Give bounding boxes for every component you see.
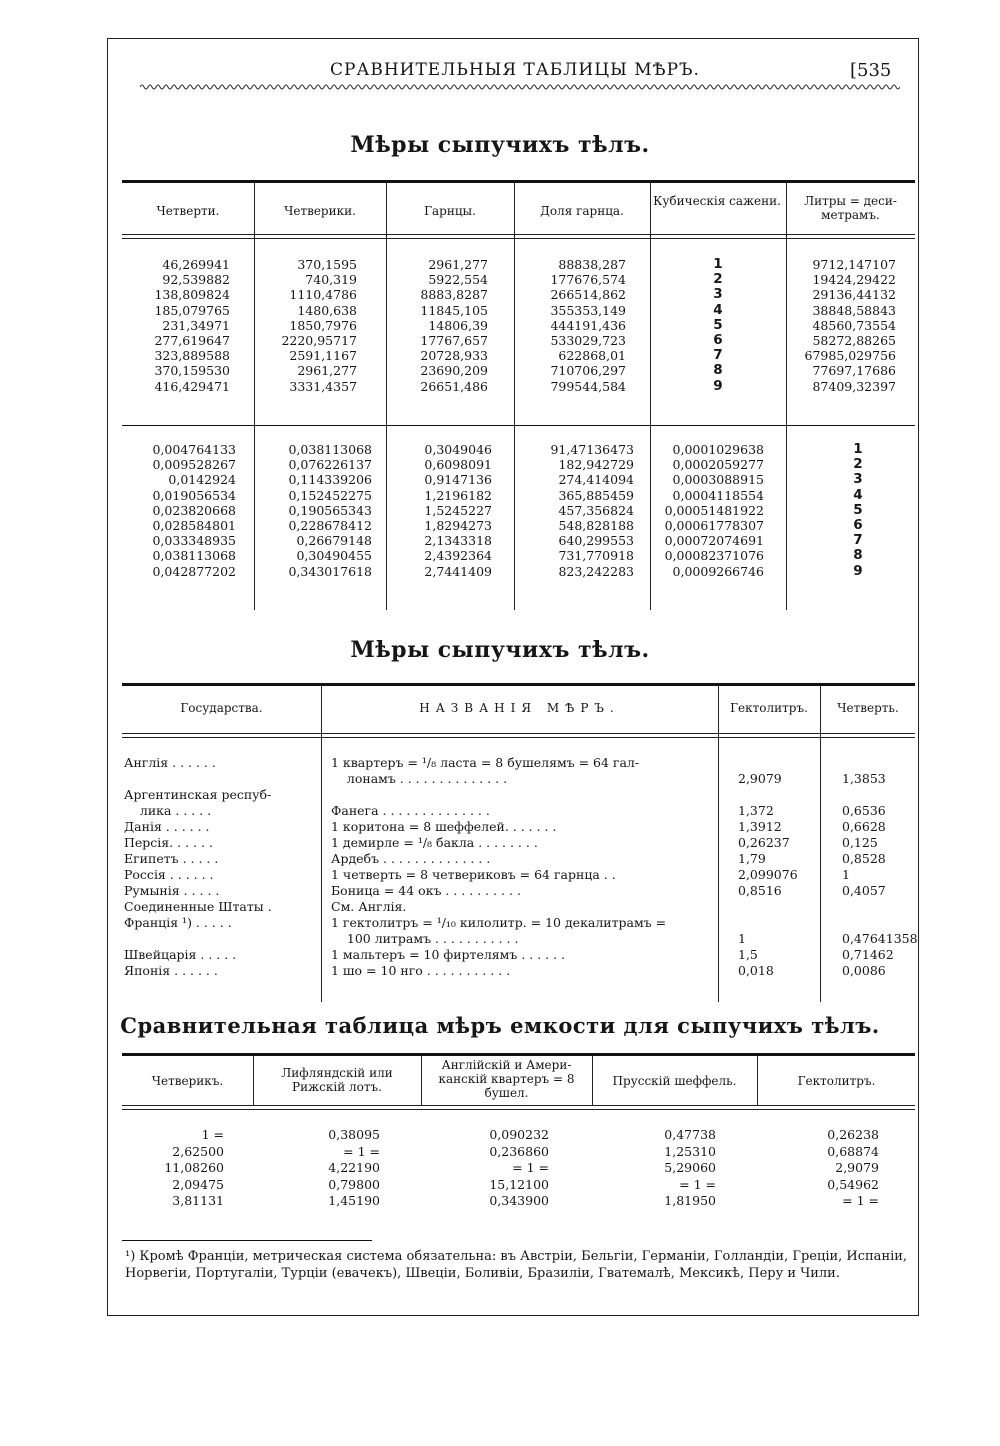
t3-cell: 0,79800 bbox=[328, 1176, 380, 1192]
t3-vline-2 bbox=[592, 1056, 593, 1106]
t1-block2-cell: 2,1343318 bbox=[424, 533, 492, 549]
t1-block1-cell: 3331,4357 bbox=[289, 378, 357, 394]
t1-block1-cell: 29136,44132 bbox=[812, 287, 896, 303]
t3-cell: = 1 = bbox=[679, 1176, 716, 1192]
t1-block2-cell: 0,0009266746 bbox=[672, 563, 764, 579]
t1-block1-cell: 9 bbox=[713, 377, 723, 394]
t1-block2-cell: 2 bbox=[853, 456, 863, 473]
t1-block2-cell: 0,0001029638 bbox=[672, 442, 764, 457]
t1-block2-col-3 bbox=[516, 442, 634, 579]
t1-block1-cell: 1 bbox=[713, 256, 723, 272]
t1-block1-col-5 bbox=[800, 257, 896, 394]
t3-cell: 2,9079 bbox=[835, 1160, 879, 1175]
t1-block2-cell: 6 bbox=[853, 517, 863, 534]
t1-block2-cell: 0,028584801 bbox=[152, 518, 236, 534]
t3-col-1 bbox=[264, 1127, 380, 1210]
table1-header-rule bbox=[122, 234, 915, 239]
t1-block2-cell: 0,114339206 bbox=[288, 472, 372, 488]
table1-mid-rule bbox=[122, 425, 915, 426]
t1-block2-cell: 0,038113068 bbox=[288, 442, 372, 457]
t1-block1-cell: 9712,147107 bbox=[812, 257, 896, 272]
t3-header-1: Лифляндскій или Рижскій лотъ. bbox=[281, 1066, 393, 1094]
t3-cell: 0,47738 bbox=[664, 1127, 716, 1142]
table1-top-rule bbox=[122, 180, 915, 183]
t1-block1-cell: 2220,95717 bbox=[281, 333, 357, 349]
t3-header-2: Англійскій и Амери-канскій квартеръ = 8 бушел. bbox=[438, 1058, 575, 1100]
t1-block2-cell: 0,30490455 bbox=[296, 548, 372, 564]
t3-cell: = 1 = bbox=[512, 1160, 549, 1175]
t3-header-4: Гектолитръ. bbox=[797, 1074, 876, 1088]
t1-block2-cell: 0,0142924 bbox=[168, 472, 236, 488]
t1-block1-col-0 bbox=[124, 257, 230, 394]
t1-block1-cell: 67985,029756 bbox=[804, 348, 896, 364]
t2-states: Англія . . . . . . Аргентинская респуб- лика . . . . . Данія . . . . . . Персія. . . . . . Египетъ . . . . . Россія . . . . . . Румынія . . . . . Соединенные Штаты . Франція ¹) . . . . . Швейцарія . . . . . Японія . . . . . . bbox=[124, 755, 272, 978]
t1-block2-cell: 0,0002059277 bbox=[672, 457, 764, 473]
t1-block2-cell: 365,885459 bbox=[558, 487, 634, 503]
table3-top-rule bbox=[122, 1053, 915, 1056]
t2-hectoliters: 2,9079 1,372 1,3912 0,26237 1,79 2,099076 0,8516 1 1,5 0,018 bbox=[738, 771, 798, 978]
t1-block1-cell: 355353,149 bbox=[550, 302, 626, 318]
table3-header-rule bbox=[122, 1105, 915, 1110]
t1-block1-cell: 177676,574 bbox=[550, 272, 626, 288]
t1-block2-cell: 0,343017618 bbox=[288, 563, 372, 579]
t1-block2-cell: 457,356824 bbox=[558, 502, 634, 518]
t1-block1-cell: 14806,39 bbox=[428, 317, 488, 333]
t1-block2-cell: 0,004764133 bbox=[152, 442, 236, 457]
t1-block2-cell: 91,47136473 bbox=[550, 442, 634, 457]
t1-vline-2 bbox=[514, 183, 515, 610]
t1-block2-cell: 182,942729 bbox=[558, 457, 634, 473]
t1-block2-cell: 274,414094 bbox=[558, 472, 634, 488]
t1-block1-col-2 bbox=[388, 257, 488, 394]
t1-block1-cell: 19424,29422 bbox=[812, 272, 896, 288]
t1-block1-cell: 1480,638 bbox=[297, 302, 357, 318]
t3-cell: 2,62500 bbox=[172, 1143, 224, 1159]
t2-header-1: НАЗВАНІЯ МѢРЪ. bbox=[419, 701, 620, 715]
t1-vline-1 bbox=[386, 183, 387, 610]
t1-block1-cell: 77697,17686 bbox=[812, 363, 896, 379]
t3-cell: 4,22190 bbox=[328, 1160, 380, 1175]
t1-block1-cell: 7 bbox=[713, 347, 723, 364]
t1-header-5: Литры = деси-метрамъ. bbox=[804, 194, 897, 222]
t3-cell: 1,81950 bbox=[664, 1193, 716, 1208]
table1-title: Мѣры сыпучихъ тѣлъ. bbox=[350, 132, 650, 158]
t1-block1-cell: 416,429471 bbox=[154, 378, 230, 394]
t1-vline-0 bbox=[254, 183, 255, 610]
t3-vline-3 bbox=[757, 1056, 758, 1106]
t3-cell: 0,343900 bbox=[489, 1193, 549, 1208]
t1-block1-cell: 622868,01 bbox=[558, 348, 626, 364]
t3-cell: = 1 = bbox=[842, 1193, 879, 1208]
t1-block2-cell: 548,828188 bbox=[558, 518, 634, 534]
t1-block1-cell: 2591,1167 bbox=[289, 348, 357, 364]
t1-block2-cell: 0,009528267 bbox=[152, 457, 236, 473]
t1-block2-cell: 0,019056534 bbox=[152, 487, 236, 503]
t1-block1-cell: 2961,277 bbox=[297, 363, 357, 379]
t1-block1-cell: 1110,4786 bbox=[289, 287, 357, 303]
t1-block1-cell: 26651,486 bbox=[420, 378, 488, 394]
t1-block1-cell: 138,809824 bbox=[154, 287, 230, 303]
t3-cell: 5,29060 bbox=[664, 1160, 716, 1175]
t1-block2-cell: 0,038113068 bbox=[152, 548, 236, 564]
t1-header-1: Четверики. bbox=[284, 204, 356, 218]
t1-block2-cell: 0,033348935 bbox=[152, 533, 236, 549]
t3-cell: 0,26238 bbox=[827, 1127, 879, 1142]
t1-block2-cell: 3 bbox=[853, 471, 863, 488]
t3-vline-0 bbox=[253, 1056, 254, 1106]
t1-block1-cell: 710706,297 bbox=[550, 363, 626, 379]
t1-block1-cell: 8 bbox=[713, 362, 723, 379]
t1-block2-cell: 0,26679148 bbox=[296, 533, 372, 549]
t3-header-0: Четверикъ. bbox=[151, 1074, 224, 1088]
t1-block2-cell: 0,00082371076 bbox=[664, 548, 764, 564]
t1-block1-cell: 1850,7976 bbox=[289, 317, 357, 333]
t3-col-2 bbox=[423, 1127, 549, 1210]
t1-block1-cell: 88838,287 bbox=[558, 257, 626, 272]
page-frame bbox=[107, 38, 919, 1316]
t1-block2-cell: 823,242283 bbox=[558, 563, 634, 579]
t1-block2-cell: 9 bbox=[853, 562, 863, 579]
t1-block2-cell: 0,076226137 bbox=[288, 457, 372, 473]
t1-block1-cell: 17767,657 bbox=[420, 333, 488, 349]
t1-block2-cell: 0,190565343 bbox=[288, 502, 372, 518]
t2-header-0: Государства. bbox=[180, 701, 263, 715]
t1-block2-cell: 1,8294273 bbox=[424, 518, 492, 534]
t1-block1-cell: 370,159530 bbox=[154, 363, 230, 379]
t1-block2-cell: 0,9147136 bbox=[424, 472, 492, 488]
t2-measures: 1 квартеръ = ¹/₈ ласта = 8 бушелямъ = 64 гал- лонамъ . . . . . . . . . . . . . . Фанега . . . . . . . . . . . . . . 1 коритона = 8 шеффелей. . . . . . . 1 демирле = ¹/₈ бакла . . . . . . . . Ардебъ . . . . . . . . . . . . . . 1 четверть = 8 четвериковъ = 64 гарнца . . Боница = 44 окъ . . . . . . . . . . См. Англія. 1 гектолитръ = ¹/₁₀ килолитр. = 10 декалитрамъ = 100 литрамъ . . . . . . . . . . . 1 мальтеръ = 10 фиртелямъ . . . . . . 1 шо = 10 нго . . . . . . . . . . . bbox=[331, 755, 667, 978]
t1-block1-col-3 bbox=[516, 257, 626, 394]
t1-block1-cell: 2961,277 bbox=[428, 257, 488, 272]
t3-header-3: Прусскій шеффель. bbox=[612, 1074, 737, 1088]
t1-block2-cell: 5 bbox=[853, 501, 863, 518]
t1-header-4: Кубическія сажени. bbox=[653, 194, 781, 208]
t1-block2-cell: 2,4392364 bbox=[424, 548, 492, 564]
table2-header-rule bbox=[122, 733, 915, 738]
t1-block1-cell: 740,319 bbox=[305, 272, 357, 288]
t1-block1-cell: 92,539882 bbox=[162, 272, 230, 288]
t3-cell: 2,09475 bbox=[172, 1176, 224, 1192]
t1-block2-cell: 0,0003088915 bbox=[672, 472, 764, 488]
page-number: [535 bbox=[850, 60, 892, 81]
t1-block1-cell: 370,1595 bbox=[297, 257, 357, 272]
t1-block1-cell: 48560,73554 bbox=[812, 317, 896, 333]
t2-header-3: Четверть. bbox=[837, 701, 899, 715]
t1-block2-cell: 0,0004118554 bbox=[672, 487, 764, 503]
t1-block2-cell: 1,2196182 bbox=[424, 487, 492, 503]
t1-block2-cell: 1 bbox=[853, 441, 863, 457]
t1-block1-cell: 23690,209 bbox=[420, 363, 488, 379]
t1-block2-col-4 bbox=[660, 442, 764, 579]
t2-header-2: Гектолитръ. bbox=[730, 701, 808, 715]
t1-block1-col-1 bbox=[256, 257, 357, 394]
wavy-rule bbox=[140, 82, 900, 92]
t1-block2-cell: 0,042877202 bbox=[152, 563, 236, 579]
t1-block2-cell: 8 bbox=[853, 547, 863, 564]
t1-block1-cell: 5 bbox=[713, 316, 723, 333]
t1-block1-cell: 2 bbox=[713, 271, 723, 288]
footnote: ¹) Кромѣ Франціи, метрическая система обязательна: въ Австріи, Бельгіи, Германіи, Голландіи, Греціи, Испаніи, Норвегіи, Португаліи, Турціи (евачекъ), Швеціи, Боливіи, Бразиліи, Гватемалѣ, Мексикѣ, Перу и Чили. bbox=[125, 1249, 908, 1281]
t1-vline-3 bbox=[650, 183, 651, 610]
t3-cell: 11,08260 bbox=[164, 1160, 224, 1175]
footnote-rule bbox=[122, 1240, 372, 1241]
t1-block2-col-0 bbox=[124, 442, 236, 579]
t3-cell: 0,68874 bbox=[827, 1143, 879, 1159]
t3-cell: 0,090232 bbox=[489, 1127, 549, 1142]
t3-col-3 bbox=[594, 1127, 716, 1210]
t1-block2-col-5 bbox=[788, 442, 928, 579]
t1-block2-cell: 0,00061778307 bbox=[664, 518, 764, 534]
t1-block2-cell: 640,299553 bbox=[558, 533, 634, 549]
table3-title: Сравнительная таблица мѣръ емкости для сыпучихъ тѣлъ. bbox=[120, 1013, 880, 1038]
t3-cell: 1,25310 bbox=[664, 1143, 716, 1159]
t1-block1-cell: 185,079765 bbox=[154, 302, 230, 318]
t1-block2-cell: 7 bbox=[853, 532, 863, 549]
t3-col-4 bbox=[759, 1127, 879, 1210]
t3-cell: 3,81131 bbox=[172, 1193, 224, 1208]
t1-block1-cell: 46,269941 bbox=[162, 257, 230, 272]
t3-cell: 1 = bbox=[201, 1127, 224, 1142]
t1-block1-cell: 323,889588 bbox=[154, 348, 230, 364]
t1-block1-cell: 444191,436 bbox=[550, 317, 626, 333]
t1-block1-cell: 38848,58843 bbox=[812, 302, 896, 318]
t1-block2-col-1 bbox=[256, 442, 372, 579]
t1-block2-cell: 0,6098091 bbox=[424, 457, 492, 473]
running-header: СРАВНИТЕЛЬНЫЯ ТАБЛИЦЫ МѢРЪ. bbox=[330, 60, 700, 80]
t1-block2-cell: 4 bbox=[853, 486, 863, 503]
table2-top-rule bbox=[122, 683, 915, 686]
t1-block1-cell: 799544,584 bbox=[550, 378, 626, 394]
t1-block2-cell: 0,00072074691 bbox=[664, 533, 764, 549]
t1-block1-cell: 5922,554 bbox=[428, 272, 488, 288]
t1-block1-col-4 bbox=[652, 257, 784, 394]
t1-vline-4 bbox=[786, 183, 787, 610]
t1-block1-cell: 231,34971 bbox=[162, 317, 230, 333]
t1-block1-cell: 11845,105 bbox=[420, 302, 488, 318]
t1-block1-cell: 533029,723 bbox=[550, 333, 626, 349]
t1-header-2: Гарнцы. bbox=[424, 204, 476, 218]
t1-block2-cell: 2,7441409 bbox=[424, 563, 492, 579]
t1-block1-cell: 6 bbox=[713, 332, 723, 349]
t1-block2-cell: 0,023820668 bbox=[152, 502, 236, 518]
t1-block1-cell: 3 bbox=[713, 286, 723, 303]
t1-block1-cell: 266514,862 bbox=[550, 287, 626, 303]
t1-header-3: Доля гарнца. bbox=[540, 204, 624, 218]
t1-block1-cell: 4 bbox=[713, 301, 723, 318]
t1-block2-cell: 1,5245227 bbox=[424, 502, 492, 518]
t3-cell: 0,54962 bbox=[827, 1176, 879, 1192]
t1-block2-cell: 0,152452275 bbox=[288, 487, 372, 503]
t3-cell: 0,236860 bbox=[489, 1143, 549, 1159]
t3-vline-1 bbox=[421, 1056, 422, 1106]
t3-cell: = 1 = bbox=[343, 1143, 380, 1159]
t1-block2-cell: 0,00051481922 bbox=[664, 502, 764, 518]
t1-block2-cell: 731,770918 bbox=[558, 548, 634, 564]
t3-cell: 15,12100 bbox=[489, 1176, 549, 1192]
t2-quarters: 1,3853 0,6536 0,6628 0,125 0,8528 1 0,4057 0,47641358 0,71462 0,0086 bbox=[842, 771, 918, 978]
table2-title: Мѣры сыпучихъ тѣлъ. bbox=[350, 637, 650, 663]
t1-block1-cell: 20728,933 bbox=[420, 348, 488, 364]
t1-block1-cell: 58272,88265 bbox=[812, 333, 896, 349]
t3-cell: 1,45190 bbox=[328, 1193, 380, 1208]
t1-header-0: Четверти. bbox=[156, 204, 220, 218]
t1-block1-cell: 8883,8287 bbox=[420, 287, 488, 303]
t1-block2-cell: 0,3049046 bbox=[424, 442, 492, 457]
t1-block2-col-2 bbox=[388, 442, 492, 579]
t1-block2-cell: 0,228678412 bbox=[288, 518, 372, 534]
t1-block1-cell: 87409,32397 bbox=[812, 378, 896, 394]
t1-block1-cell: 277,619647 bbox=[154, 333, 230, 349]
t3-col-0 bbox=[124, 1127, 224, 1210]
t3-cell: 0,38095 bbox=[328, 1127, 380, 1142]
